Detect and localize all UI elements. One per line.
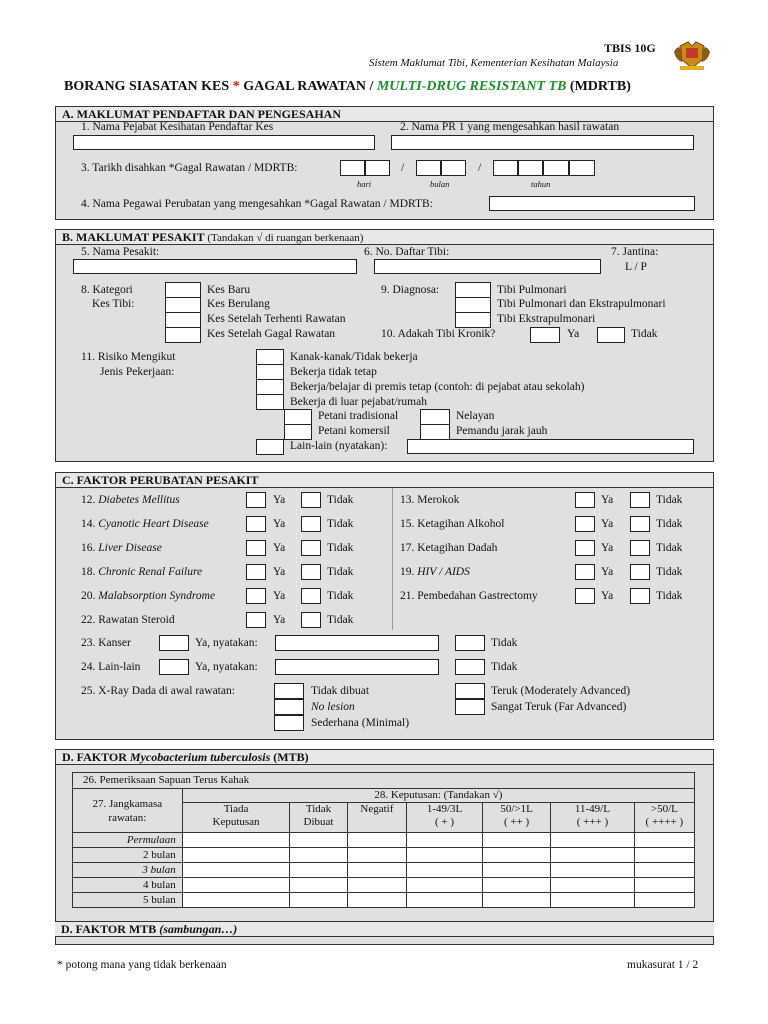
tibi-ekstrapulmonari-checkbox[interactable] [455, 312, 491, 328]
q4-text: . Nama Pegawai Perubatan yang mengesahkan *Gagal Rawatan / MDRTB: [86, 198, 433, 210]
column-header-line2: ( ++ ) [503, 816, 530, 828]
tibi-pulmonari-ekstra-checkbox[interactable] [455, 297, 491, 313]
factor-number: 16. [81, 542, 96, 554]
column-header [482, 803, 550, 833]
factor-name: Ketagihan Dadah [417, 542, 498, 554]
cont-title-b: (sambungan…) [156, 922, 238, 936]
factor-tidak-checkbox[interactable] [301, 612, 321, 628]
factor-ya-checkbox[interactable] [575, 516, 595, 532]
bekerja-premis-tetap-label: Bekerja/belajar di premis tetap (contoh: di pejabat atau sekolah) [290, 381, 585, 393]
factor-number: 22. [81, 614, 96, 626]
q8-label-b: Kes Tibi: [92, 298, 135, 310]
bekerja-luar-label: Bekerja di luar pejabat/rumah [290, 396, 427, 408]
section-d-header [56, 750, 713, 765]
table-body [73, 833, 695, 908]
result-cell[interactable] [634, 833, 694, 848]
kes-baru-label: Kes Baru [207, 284, 251, 296]
factor-name: Cyanotic Heart Disease [98, 518, 209, 530]
result-cell[interactable] [551, 848, 635, 863]
result-cell[interactable] [551, 878, 635, 893]
factor-ya-label: Ya [601, 566, 614, 578]
row-label: Permulaan [73, 833, 183, 848]
factor-tidak-checkbox[interactable] [630, 516, 650, 532]
factor-tidak-label: Tidak [327, 518, 354, 530]
result-cell[interactable] [482, 893, 550, 908]
result-cell[interactable] [551, 863, 635, 878]
petani-komersil-label: Petani komersil [318, 425, 390, 437]
jantina-options[interactable]: L / P [625, 261, 647, 273]
kanser-ya-label: Ya, nyatakan: [195, 637, 258, 649]
factor-tidak-checkbox[interactable] [301, 540, 321, 556]
result-cell[interactable] [407, 893, 483, 908]
factor-ya-label: Ya [601, 590, 614, 602]
form-title [64, 79, 631, 95]
column-header [347, 803, 406, 833]
title-italic: MULTI-DRUG RESISTANT TB [373, 79, 570, 94]
result-cell[interactable] [634, 878, 694, 893]
result-cell[interactable] [182, 878, 290, 893]
result-cell[interactable] [407, 848, 483, 863]
row-label: 3 bulan [73, 863, 183, 878]
bulan-caption: bulan [430, 179, 450, 189]
result-cell[interactable] [290, 848, 347, 863]
date-month-box-1[interactable] [416, 160, 441, 176]
bekerja-premis-tetap-checkbox[interactable] [256, 379, 284, 395]
result-cell[interactable] [634, 893, 694, 908]
section-d-continuation [55, 921, 714, 937]
factor-tidak-checkbox[interactable] [630, 564, 650, 580]
q2-text: . Nama PR 1 yang mengesahkan hasil rawatan [405, 121, 620, 133]
factor-tidak-checkbox[interactable] [630, 588, 650, 604]
kanser-tidak-checkbox[interactable] [455, 635, 485, 651]
result-cell[interactable] [347, 848, 406, 863]
factor-ya-label: Ya [601, 542, 614, 554]
date-year-box-4[interactable] [569, 160, 595, 176]
q1-text: . Nama Pejabat Kesihatan Pendaftar Kes [86, 121, 274, 133]
result-cell[interactable] [290, 893, 347, 908]
bekerja-tidak-tetap-checkbox[interactable] [256, 364, 284, 380]
q27-label-a: 27. Jangkamasa [92, 797, 163, 810]
factor-number: 12. [81, 494, 96, 506]
coat-of-arms-logo [672, 38, 712, 72]
tibi-kronik-ya-label: Ya [567, 328, 580, 340]
column-header-line2: ( + ) [435, 816, 455, 828]
factor-ya-label: Ya [273, 590, 286, 602]
q2-label [400, 121, 619, 134]
section-b-title: B. MAKLUMAT PESAKIT [62, 230, 205, 244]
factor-tidak-label: Tidak [656, 590, 683, 602]
q2-number: 2 [400, 121, 406, 133]
title-part1: BORANG SIASATAN KES [64, 79, 230, 94]
pejabat-kesihatan-input[interactable] [73, 135, 375, 150]
xray-no-lesion-label: No lesion [311, 701, 355, 713]
q28-cell: 28. Keputusan: (Tandakan √) [182, 789, 694, 803]
factor-name: Merokok [417, 494, 460, 506]
lain-tidak-checkbox[interactable] [455, 659, 485, 675]
result-cell[interactable] [634, 863, 694, 878]
factor-tidak-checkbox[interactable] [630, 492, 650, 508]
result-cell[interactable] [182, 833, 290, 848]
result-cell[interactable] [407, 833, 483, 848]
q3-number: 3 [81, 162, 87, 174]
table-row [73, 878, 695, 893]
kanser-input[interactable] [275, 635, 439, 651]
factor-ya-label: Ya [273, 566, 286, 578]
q27-cell [73, 789, 183, 833]
q1-label [81, 121, 273, 134]
bekerja-luar-checkbox[interactable] [256, 394, 284, 410]
factor-tidak-label: Tidak [327, 566, 354, 578]
xray-sederhana-checkbox[interactable] [274, 715, 304, 731]
result-cell[interactable] [290, 833, 347, 848]
section-d-title-a: D. FAKTOR [62, 750, 130, 764]
medical-factor-label [81, 542, 162, 555]
column-header-line1: 1-49/3L [426, 803, 463, 815]
factor-ya-checkbox[interactable] [575, 492, 595, 508]
pr1-input[interactable] [391, 135, 694, 150]
medical-factor-label [81, 590, 215, 603]
xray-tidak-dibuat-label: Tidak dibuat [311, 685, 370, 697]
lain-lain-label: Lain-lain (nyatakan): [290, 440, 388, 452]
factor-number: 14. [81, 518, 96, 530]
result-cell[interactable] [482, 878, 550, 893]
title-part2: GAGAL RAWATAN / [243, 79, 374, 94]
xray-sangat-teruk-checkbox[interactable] [455, 699, 485, 715]
kes-terhenti-checkbox[interactable] [165, 312, 201, 328]
result-cell[interactable] [634, 848, 694, 863]
section-c-title: C. FAKTOR PERUBATAN PESAKIT [62, 473, 259, 487]
kes-berulang-label: Kes Berulang [207, 298, 270, 310]
factor-number: 15. [400, 518, 415, 530]
tibi-kronik-ya-checkbox[interactable] [530, 327, 560, 343]
table-row [73, 893, 695, 908]
xray-sederhana-label: Sederhana (Minimal) [311, 717, 410, 729]
q3-text: . Tarikh disahkan *Gagal Rawatan / MDRTB: [86, 162, 298, 174]
factor-number: 13. [400, 494, 415, 506]
medical-factor-label [81, 494, 180, 507]
nelayan-checkbox[interactable] [420, 409, 450, 425]
factor-ya-label: Ya [273, 494, 286, 506]
page-number: mukasurat 1 / 2 [627, 959, 699, 971]
factor-tidak-label: Tidak [656, 518, 683, 530]
smear-results-table [72, 772, 695, 908]
factor-tidak-label: Tidak [656, 494, 683, 506]
column-header [182, 803, 290, 833]
table-row [73, 848, 695, 863]
column-header [290, 803, 347, 833]
lain-ya-label: Ya, nyatakan: [195, 661, 258, 673]
column-header-line1: Negatif [360, 803, 394, 815]
factor-number: 20. [81, 590, 96, 602]
factor-tidak-checkbox[interactable] [301, 564, 321, 580]
factor-number: 17. [400, 542, 415, 554]
section-b-header [56, 230, 713, 245]
factor-ya-checkbox[interactable] [246, 516, 266, 532]
kes-terhenti-label: Kes Setelah Terhenti Rawatan [207, 313, 346, 325]
row-label: 2 bulan [73, 848, 183, 863]
section-d-title-b: Mycobacterium tuberculosis [129, 750, 271, 764]
result-cell[interactable] [482, 848, 550, 863]
xray-teruk-checkbox[interactable] [455, 683, 485, 699]
column-header [407, 803, 483, 833]
factor-ya-label: Ya [273, 542, 286, 554]
xray-sangat-teruk-label: Sangat Teruk (Far Advanced) [491, 701, 627, 713]
kes-baru-checkbox[interactable] [165, 282, 201, 298]
pegawai-perubatan-input[interactable] [489, 196, 695, 211]
lain-lain-input[interactable] [407, 439, 694, 454]
factor-tidak-label: Tidak [327, 590, 354, 602]
column-header-line1: Tiada [223, 803, 249, 815]
title-part3: (MDRTB) [569, 79, 631, 94]
tahun-caption: tahun [531, 179, 551, 189]
q11-label-b: Jenis Pekerjaan: [100, 366, 175, 378]
factor-name: Diabetes Mellitus [98, 494, 180, 506]
factor-name: HIV / AIDS [417, 566, 470, 578]
table-row [73, 863, 695, 878]
date-slash-1: / [401, 162, 405, 174]
q6-label: 6. No. Daftar Tibi: [364, 246, 450, 258]
result-cell[interactable] [551, 893, 635, 908]
factor-ya-checkbox[interactable] [246, 492, 266, 508]
date-day-box-1[interactable] [340, 160, 365, 176]
result-cell[interactable] [482, 833, 550, 848]
column-header-line1: Tidak [305, 803, 332, 815]
q4-label [81, 198, 433, 211]
factor-ya-checkbox[interactable] [246, 540, 266, 556]
result-cell[interactable] [347, 878, 406, 893]
column-header-line2: Dibuat [303, 816, 334, 828]
q5-label: 5. Nama Pesakit: [81, 246, 160, 258]
factor-ya-checkbox[interactable] [246, 564, 266, 580]
section-d-title-wrap [62, 750, 309, 764]
title-star: * [229, 79, 244, 94]
pemandu-label: Pemandu jarak jauh [456, 425, 548, 437]
row-label: 5 bulan [73, 893, 183, 908]
result-cell[interactable] [482, 863, 550, 878]
section-d-title-c: (MTB) [270, 750, 309, 764]
column-header-line1: 11-49/L [574, 803, 610, 815]
section-b-subtitle: (Tandakan √ di ruangan berkenaan) [204, 232, 364, 244]
medical-factor-label [400, 494, 459, 507]
factor-tidak-checkbox[interactable] [301, 516, 321, 532]
kanser-tidak-label: Tidak [491, 637, 518, 649]
lain-tidak-label: Tidak [491, 661, 518, 673]
q26-cell: 26. Pemeriksaan Sapuan Terus Kahak [73, 773, 695, 789]
row-label: 4 bulan [73, 878, 183, 893]
factor-ya-checkbox[interactable] [246, 612, 266, 628]
kes-berulang-checkbox[interactable] [165, 297, 201, 313]
section-a-header [56, 107, 713, 122]
factor-tidak-label: Tidak [656, 542, 683, 554]
tibi-pulmonari-ekstra-label: Tibi Pulmonari dan Ekstrapulmonari [497, 298, 666, 310]
date-year-box-2[interactable] [518, 160, 543, 176]
tibi-ekstrapulmonari-label: Tibi Ekstrapulmonari [497, 313, 596, 325]
lain-ya-checkbox[interactable] [159, 659, 189, 675]
factor-ya-label: Ya [273, 614, 286, 626]
column-header-line2: Keputusan [212, 816, 260, 828]
kes-gagal-label: Kes Setelah Gagal Rawatan [207, 328, 336, 340]
factor-ya-label: Ya [273, 518, 286, 530]
factor-ya-label: Ya [601, 518, 614, 530]
q11-label-a: 11. Risiko Mengikut [81, 351, 176, 363]
column-header-line2: ( ++++ ) [645, 816, 684, 828]
factor-tidak-checkbox[interactable] [301, 492, 321, 508]
date-month-box-2[interactable] [441, 160, 466, 176]
medical-factor-label [400, 518, 504, 531]
q4-number: 4 [81, 198, 87, 210]
medical-factor-label [81, 518, 209, 531]
q7-label: 7. Jantina: [611, 246, 659, 258]
section-a-title: A. MAKLUMAT PENDAFTAR DAN PENGESAHAN [62, 107, 341, 121]
factor-name: Chronic Renal Failure [98, 566, 203, 578]
date-year-box-1[interactable] [493, 160, 518, 176]
date-slash-2: / [478, 162, 482, 174]
xray-teruk-label: Teruk (Moderately Advanced) [491, 685, 631, 697]
result-cell[interactable] [290, 863, 347, 878]
result-cell[interactable] [347, 863, 406, 878]
q9-label: 9. Diagnosa: [381, 284, 440, 296]
factor-ya-checkbox[interactable] [575, 540, 595, 556]
result-cell[interactable] [182, 893, 290, 908]
medical-factor-label [400, 566, 470, 579]
column-header-line1: 50/>1L [500, 803, 533, 815]
pemandu-checkbox[interactable] [420, 424, 450, 440]
q25-label: 25. X-Ray Dada di awal rawatan: [81, 685, 235, 697]
factor-ya-checkbox[interactable] [575, 588, 595, 604]
xray-tidak-dibuat-checkbox[interactable] [274, 683, 304, 699]
q1-number: 1 [81, 121, 87, 133]
petani-komersil-checkbox[interactable] [284, 424, 312, 440]
column-header-line2: ( +++ ) [576, 816, 609, 828]
hari-caption: hari [357, 179, 372, 189]
nama-pesakit-input[interactable] [73, 259, 357, 274]
factor-name: Liver Disease [98, 542, 162, 554]
factor-ya-checkbox[interactable] [575, 564, 595, 580]
factor-number: 18. [81, 566, 96, 578]
tibi-pulmonari-checkbox[interactable] [455, 282, 491, 298]
medical-factor-label [81, 614, 175, 627]
result-cell[interactable] [290, 878, 347, 893]
section-c [55, 472, 714, 740]
factor-tidak-label: Tidak [327, 614, 354, 626]
table-row [73, 833, 695, 848]
tibi-kronik-tidak-label: Tidak [631, 328, 658, 340]
bekerja-tidak-tetap-label: Bekerja tidak tetap [290, 366, 377, 378]
section-c-divider [392, 488, 393, 630]
factor-number: 21. [400, 590, 415, 602]
date-year-box-3[interactable] [543, 160, 569, 176]
factor-tidak-label: Tidak [327, 542, 354, 554]
q24-label: 24. Lain-lain [81, 661, 141, 673]
kes-gagal-checkbox[interactable] [165, 327, 201, 343]
result-cell[interactable] [407, 878, 483, 893]
factor-ya-label: Ya [601, 494, 614, 506]
lain-lain-checkbox[interactable] [256, 439, 284, 455]
result-cell[interactable] [347, 893, 406, 908]
factor-name: Pembedahan Gastrectomy [417, 590, 538, 602]
q3-label [81, 162, 297, 175]
column-header [551, 803, 635, 833]
kanak-kanak-checkbox[interactable] [256, 349, 284, 365]
factor-name: Malabsorption Syndrome [98, 590, 216, 602]
result-cell[interactable] [182, 848, 290, 863]
factor-name: Rawatan Steroid [98, 614, 175, 626]
result-cell[interactable] [182, 863, 290, 878]
factor-tidak-checkbox[interactable] [301, 588, 321, 604]
q10-label: 10. Adakah Tibi Kronik? [381, 328, 496, 340]
nelayan-label: Nelayan [456, 410, 495, 422]
cont-title-a: D. FAKTOR MTB [61, 922, 157, 936]
factor-tidak-checkbox[interactable] [630, 540, 650, 556]
footer-note: * potong mana yang tidak berkenaan [57, 959, 227, 971]
lain-input[interactable] [275, 659, 439, 675]
factor-tidak-label: Tidak [327, 494, 354, 506]
medical-factor-label [81, 566, 202, 579]
form-code: TBIS 10G [604, 41, 656, 55]
system-name: Sistem Maklumat Tibi, Kementerian Kesihatan Malaysia [369, 57, 619, 69]
tibi-kronik-tidak-checkbox[interactable] [597, 327, 625, 343]
medical-factor-label [400, 542, 497, 555]
no-daftar-tibi-input[interactable] [374, 259, 601, 274]
medical-factor-label [400, 590, 538, 603]
kanser-ya-checkbox[interactable] [159, 635, 189, 651]
factor-name: Ketagihan Alkohol [417, 518, 505, 530]
section-b-title-wrap [62, 230, 363, 245]
section-d-cont-title [61, 923, 237, 936]
result-cell[interactable] [407, 863, 483, 878]
column-header [634, 803, 694, 833]
factor-ya-checkbox[interactable] [246, 588, 266, 604]
q23-label: 23. Kanser [81, 637, 131, 649]
factor-number: 19. [400, 566, 415, 578]
petani-tradisional-checkbox[interactable] [284, 409, 312, 425]
column-header-line1: >50/L [650, 803, 678, 815]
section-c-header [56, 473, 713, 488]
kanak-kanak-label: Kanak-kanak/Tidak bekerja [290, 351, 418, 363]
result-cell[interactable] [551, 833, 635, 848]
q27-label-b: rawatan: [108, 811, 147, 824]
petani-tradisional-label: Petani tradisional [318, 410, 399, 422]
result-cell[interactable] [347, 833, 406, 848]
factor-tidak-label: Tidak [656, 566, 683, 578]
q8-label-a: 8. Kategori [81, 284, 133, 296]
date-day-box-2[interactable] [365, 160, 390, 176]
tibi-pulmonari-label: Tibi Pulmonari [497, 284, 567, 296]
xray-no-lesion-checkbox[interactable] [274, 699, 304, 715]
